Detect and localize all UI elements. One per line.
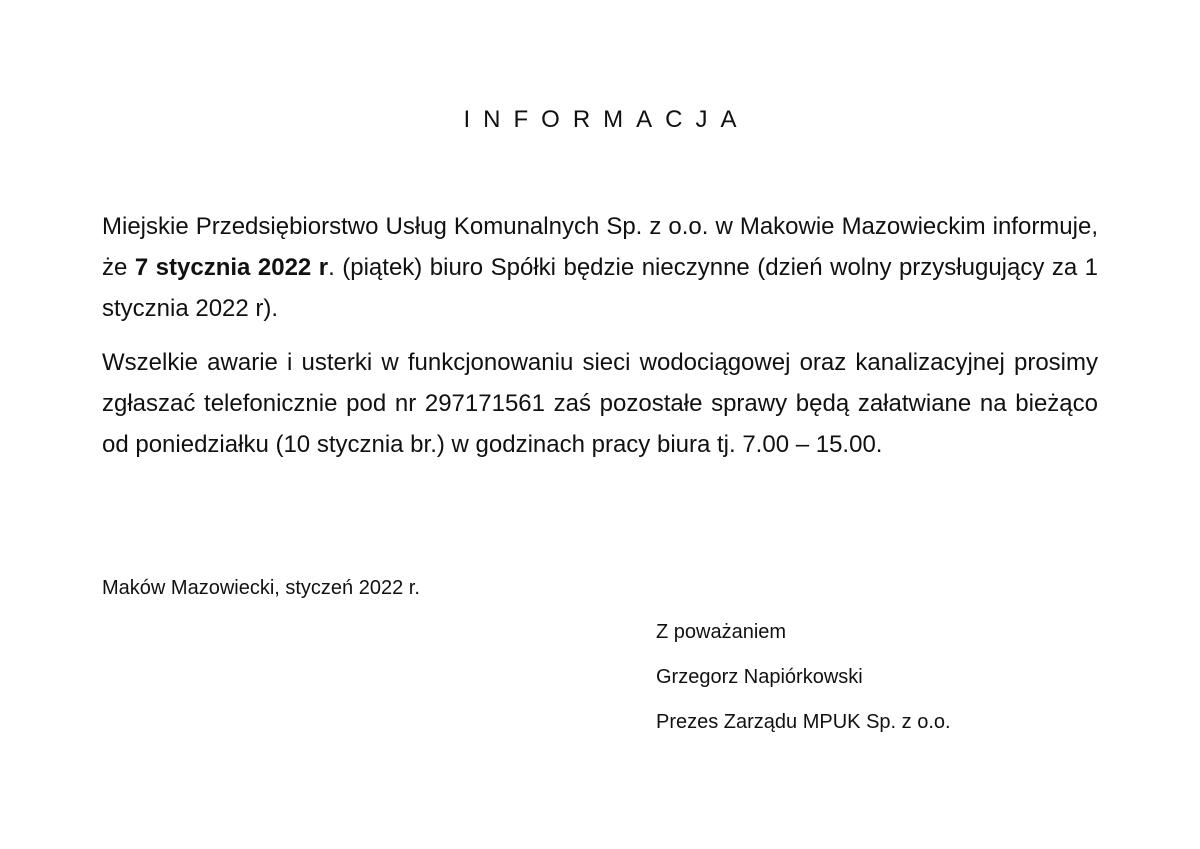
signature-greeting: Z poważaniem bbox=[656, 621, 787, 643]
document-title: INFORMACJA bbox=[463, 106, 750, 133]
signatory-name: Grzegorz Napiórkowski bbox=[656, 666, 863, 688]
announcement-paragraph bbox=[102, 206, 1098, 329]
paragraph-text-end: . (piątek) biuro Spółki będzie nieczynne (dzień wolny przysługujący za 1 stycznia 2022 r). bbox=[102, 254, 1099, 322]
contact-paragraph: Wszelkie awarie i usterki w funkcjonowaniu sieci wodociągowej oraz kanalizacyjnej prosimy zgłaszać telefonicznie pod nr 297171561 zaś pozostałe sprawy będą załatwiane na bieżąco od poniedziałku (10 stycznia br.) w godzinach pracy biura tj. 7.00 – 15.00. bbox=[102, 349, 1098, 458]
signature-block bbox=[656, 618, 951, 753]
closure-date: 7 stycznia 2022 r bbox=[134, 254, 329, 281]
place-date: Maków Mazowiecki, styczeń 2022 r. bbox=[102, 577, 420, 599]
signatory-role: Prezes Zarządu MPUK Sp. z o.o. bbox=[656, 711, 951, 733]
paragraph-text-start: Miejskie Przedsiębiorstwo Usług Komunalnych Sp. z o.o. w Makowie Mazowieckim informuje, że bbox=[102, 213, 1098, 281]
